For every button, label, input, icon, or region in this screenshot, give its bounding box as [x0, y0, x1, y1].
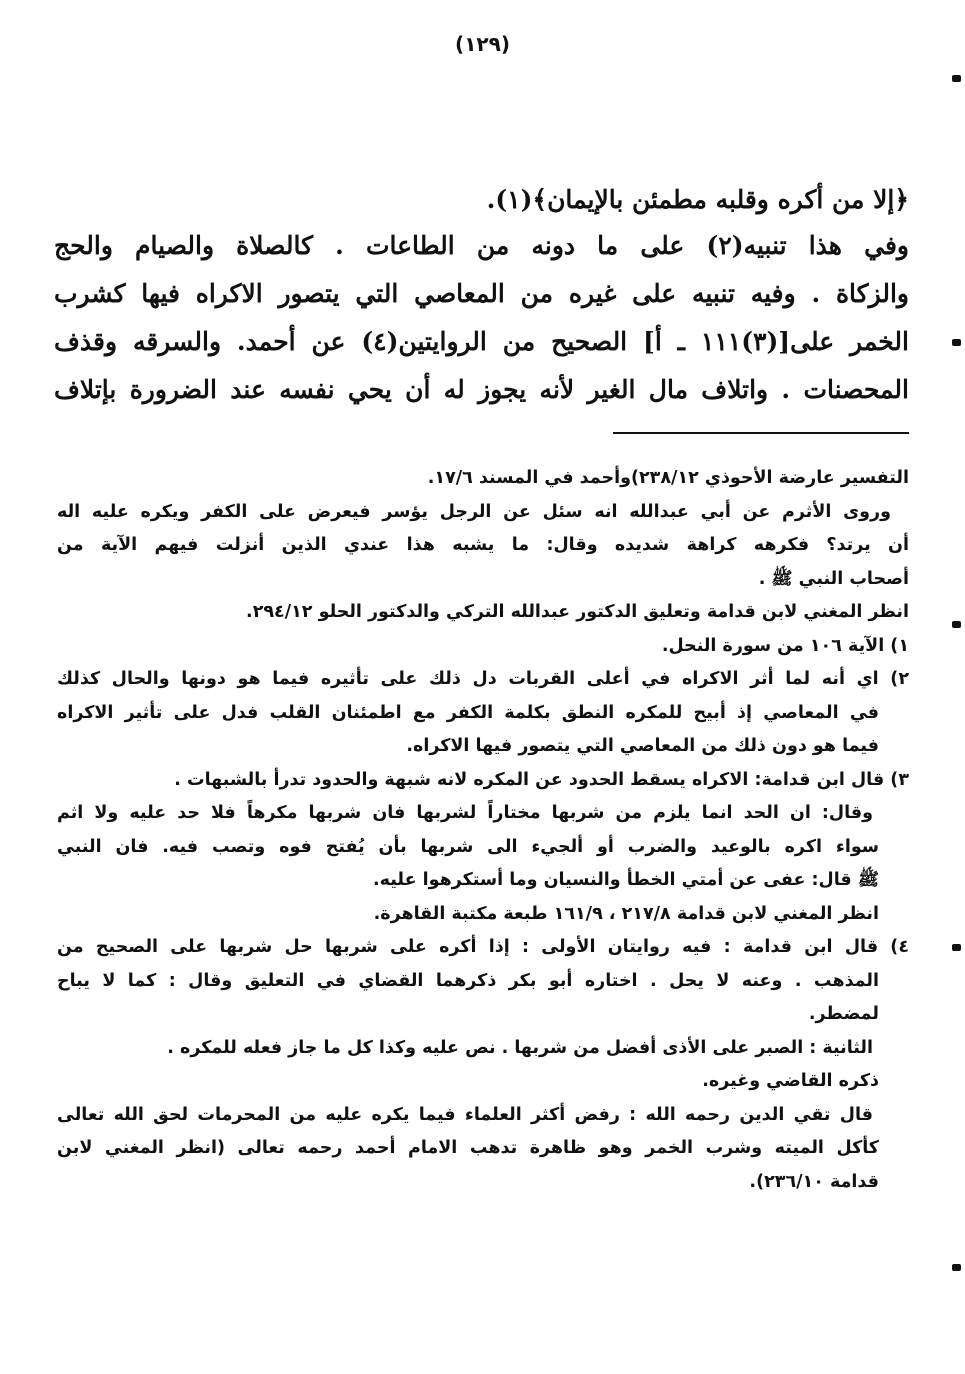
- margin-mark: [952, 339, 961, 346]
- main-text-line: الخمر على[(٣)١١١ ـ أ] الصحيح من الروايتين(٤) عن أحمد. والسرقه وقذف: [54, 327, 909, 356]
- footnote-line: التفسير عارضة الأحوذي ٢٣٨/١٢)وأحمد في المسند ١٧/٦.: [427, 468, 909, 488]
- page-number: (١٢٩): [455, 32, 510, 56]
- main-text-line: وفي هذا تنبيه(٢) على ما دونه من الطاعات . كالصلاة والصيام والحج: [54, 231, 909, 260]
- footnote-1: ١) الآية ١٠٦ من سورة النحل.: [661, 635, 909, 656]
- footnote-line: أن يرتد؟ فكرهه كراهة شديده وقال: ما يشبه هذا عندي الذين أنزلت فيهم الآية من: [57, 535, 909, 555]
- footnote-line: أصحاب النبي ﷺ .: [758, 568, 909, 589]
- footnote-line: انظر المغني لابن قدامة ٢١٧/٨ ، ١٦١/٩ طبعة مكتبة القاهرة.: [373, 903, 879, 924]
- footnote-line: قال تقي الدين رحمه الله : رفض أكثر العلماء فيما يكره عليه من المحرمات لحق الله تعالى: [57, 1104, 873, 1125]
- footnote-4: ٤) قال ابن قدامة : فيه روايتان الأولى : إذا أكره على شربها حل شربها على الصحيح من: [57, 937, 909, 957]
- margin-mark: [952, 75, 961, 82]
- footnote-line: في المعاصي إذ أبيح للمكره النطق بكلمة الكفر مع اطمئنان القلب فدل على تأثير الاكراه: [57, 702, 879, 723]
- footnote-line: ﷺ قال: عفى عن أمتي الخطأ والنسيان وما أستكرهوا عليه.: [373, 870, 879, 890]
- footnote-line: كأكل الميته وشرب الخمر وهو ظاهرة تدهب الامام أحمد رحمه تعالى (انظر المغني لابن: [57, 1138, 879, 1158]
- footnote-line: انظر المغني لابن قدامة وتعليق الدكتور عبدالله التركي والدكتور الحلو ٢٩٤/١٢.: [246, 602, 909, 622]
- margin-mark: [952, 1264, 961, 1271]
- main-text: [54, 176, 909, 414]
- main-text-line: المحصنات . واتلاف مال الغير لأنه يجوز له أن يحي نفسه عند الضرورة بإتلاف: [54, 375, 909, 404]
- footnote-line: وقال: ان الحد انما يلزم من شربها مختاراً لشربها فان شربها مكرهاً فلا حد عليه ولا اثم: [57, 803, 873, 823]
- footnote-line: ذكره القاضي وغيره.: [702, 1071, 879, 1091]
- footnote-line: قدامة ٢٣٦/١٠).: [749, 1171, 879, 1192]
- quran-verse-line: ﴿إلا من أكره وقلبه مطمئن بالإيمان﴾(١).: [486, 185, 909, 214]
- footnote-line: لمضطر.: [808, 1004, 879, 1024]
- footnote-line: المذهب . وعنه لا يحل . اختاره أبو بكر ذكرهما القضاي في التعليق وقال : كما لا يباح: [57, 970, 879, 991]
- footnote-divider: [613, 432, 909, 434]
- footnote-line: الثانية : الصبر على الأذى أفضل من شربها . نص عليه وكذا كل ما جاز فعله للمكره .: [167, 1037, 873, 1058]
- margin-mark: [952, 944, 961, 951]
- footnotes: [57, 462, 909, 1199]
- footnote-line: سواء اكره بالوعيد والضرب أو ألجيء الى شربها بأن يُفتح فوه وتصب فيه. فان النبي: [57, 836, 879, 857]
- main-text-line: والزكاة . وفيه تنبيه على غيره من المعاصي التي يتصور الاكراه فيها كشرب: [54, 279, 909, 308]
- footnote-2: ٢) اي أنه لما أثر الاكراه في أعلى القربات دل ذلك على تأثيره فيما هو دونها والحال كذلك: [57, 669, 909, 689]
- margin-mark: [952, 621, 961, 628]
- footnote-3: ٣) قال ابن قدامة: الاكراه يسقط الحدود عن المكره لانه شبهة والحدود تدرأ بالشبهات .: [174, 769, 909, 790]
- footnote-line: فيما هو دون ذلك من المعاصي التي يتصور فيها الاكراه.: [406, 736, 879, 756]
- footnote-line: وروى الأثرم عن أبي عبدالله انه سئل عن الرجل يؤسر فيعرض على الكفر ويكره عليه اله: [57, 501, 891, 522]
